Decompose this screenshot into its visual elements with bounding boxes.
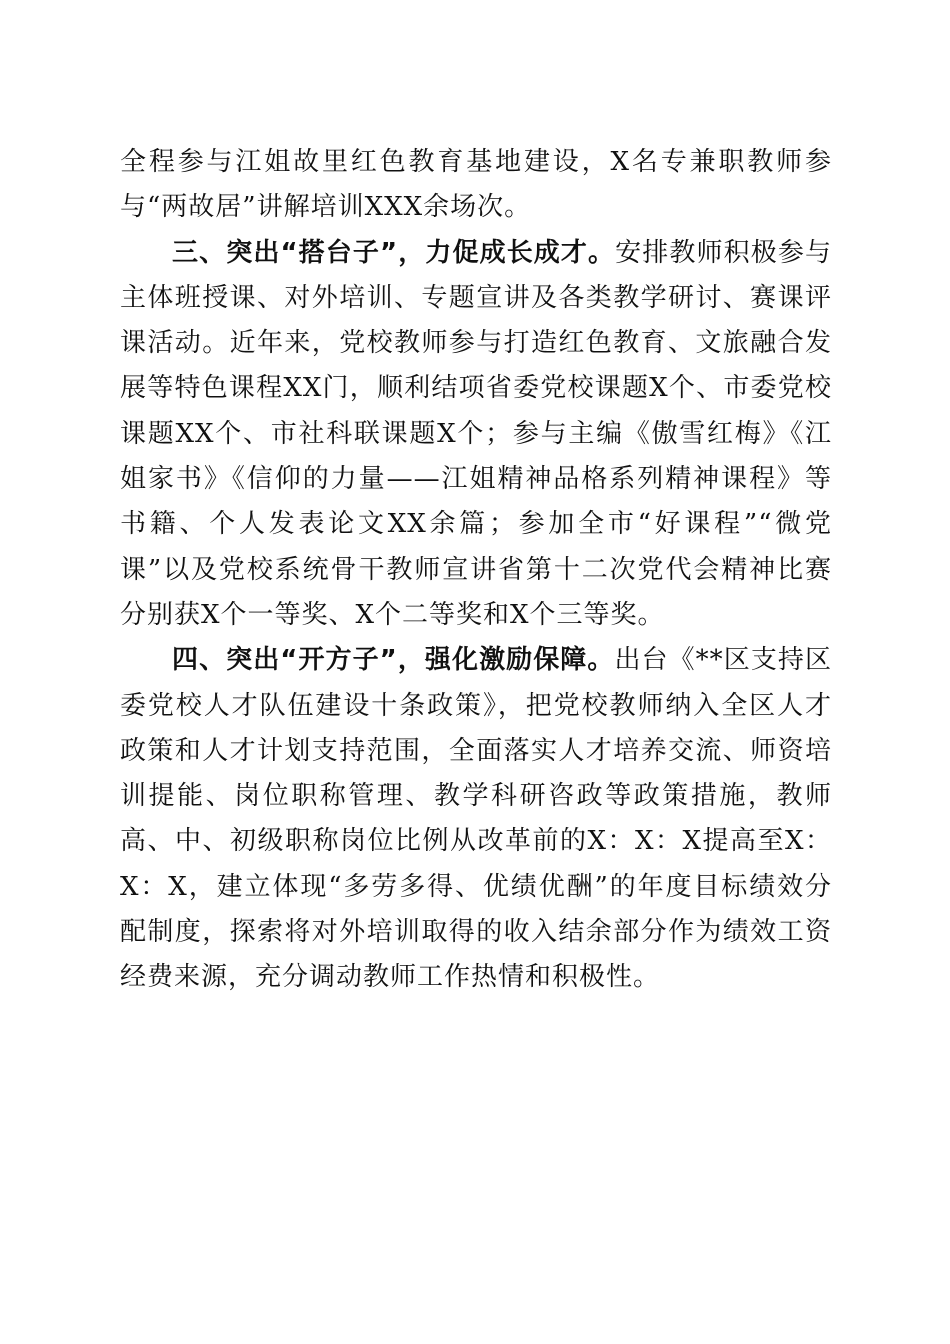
paragraph-continuation [120,140,832,231]
section-heading-four: 四、突出“开方子”，强化激励保障。 [172,645,615,676]
paragraph-text: 出台《**区支持区委党校人才队伍建设十条政策》，把党校教师纳入全区人才政策和人才计划支持范围，全面落实人才培养交流、师资培训提能、岗位职称管理、教学科研咨政等政策措施，教师高、中、初级职称岗位比例从改革前的X：X：X提高至X：X：X，建立体现“多劳多得、优绩优酬”的年度目标绩效分配制度，探索将对外培训取得的收入结余部分作为绩效工资经费来源，充分调动教师工作热情和积极性。 [120,645,832,993]
section-heading-three: 三、突出“搭台子”，力促成长成才。 [172,237,616,268]
paragraph-section-three [120,231,832,639]
paragraph-section-four [120,638,832,1000]
document-body [120,140,832,1001]
paragraph-text: 安排教师积极参与主体班授课、对外培训、专题宣讲及各类教学研讨、赛课评课活动。近年来，党校教师参与打造红色教育、文旅融合发展等特色课程XX门，顺利结项省委党校课题X个、市委党校课题XX个、市社科联课题X个；参与主编《傲雪红梅》《江姐家书》《信仰的力量——江姐精神品格系列精神课程》等书籍、个人发表论文XX余篇；参加全市“好课程”“微党课”以及党校系统骨干教师宣讲省第十二次党代会精神比赛分别获X个一等奖、X个二等奖和X个三等奖。 [120,237,832,630]
paragraph-text: 全程参与江姐故里红色教育基地建设，X名专兼职教师参与“两故居”讲解培训XXX余场次。 [120,147,832,223]
